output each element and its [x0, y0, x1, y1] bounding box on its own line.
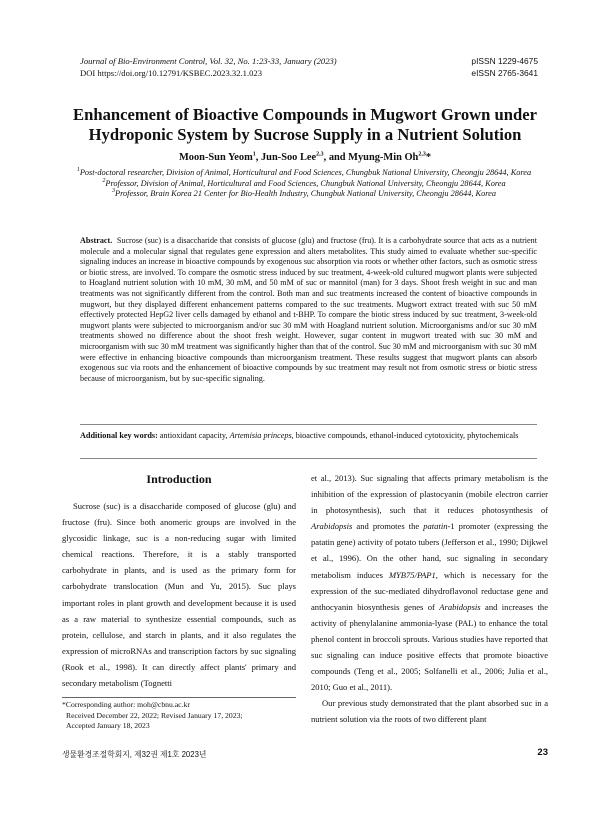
author-sep-2: , and	[323, 152, 349, 163]
page-number: 23	[537, 747, 548, 758]
author-3: Myung-Min Oh	[348, 152, 419, 163]
keywords-label: Additional key words:	[80, 431, 158, 440]
right-column	[311, 470, 548, 728]
author-sep-1: ,	[255, 152, 261, 163]
keywords-part-2: , bioactive compounds, ethanol-induced cytotoxicity, phytochemicals	[291, 431, 519, 440]
affiliation-2-sup: 2	[102, 177, 106, 184]
journal-header	[80, 56, 337, 79]
affiliation-1-text: Post-doctoral researcher, Division of Animal, Horticultural and Food Sciences, Chungbuk National University, Cheongju 28644, Korea	[79, 168, 532, 177]
p2-text-4: , which is necessary for the expression of the suc-mediated dihydroflavonol reductase gene and anthocyanin biosynthesis genes of	[311, 569, 548, 612]
doi-line: DOI https://doi.org/10.12791/KSBEC.2023.32.1.023	[80, 67, 262, 78]
divider-top	[80, 424, 537, 425]
corresponding-star: *	[425, 152, 432, 163]
eissn: eISSN 2765-3641	[471, 67, 538, 78]
author-3-affil: 2,3	[418, 151, 426, 158]
abstract	[80, 236, 537, 384]
keywords-part-1: antioxidant capacity,	[157, 431, 230, 440]
issn-block	[471, 56, 538, 79]
author-2-affil: 2,3	[316, 151, 324, 158]
intro-paragraph-3: Our previous study demonstrated that the plant absorbed suc in a nutrient solution via the roots of two different plant	[311, 698, 548, 725]
footnote-divider	[62, 697, 296, 698]
p2-italic-2: patatin	[423, 521, 448, 532]
affiliation-3-text: Professor, Brain Korea 21 Center for Bio-Health Industry, Chungbuk National University, Cheongju 28644, Korea	[115, 189, 496, 199]
affiliation-2-text: Professor, Division of Animal, Horticultural and Food Sciences, Chungbuk National University, Cheongju 28644, Korea	[105, 178, 506, 188]
accepted-date: Accepted January 18, 2023	[66, 721, 150, 731]
p2-italic-3: MYB75/PAP1	[388, 569, 436, 580]
author-list	[60, 152, 550, 163]
intro-paragraph-2	[311, 470, 548, 695]
affiliation-3	[70, 189, 538, 200]
affiliations	[70, 168, 538, 200]
paper-title: Enhancement of Bioactive Compounds in Mugwort Grown under Hydroponic System by Sucrose Supply in a Nutrient Solution	[73, 105, 537, 144]
keywords	[80, 431, 537, 442]
received-dates: Received December 22, 2022; Revised January 17, 2023;	[66, 710, 243, 720]
author-1-affil: 1	[252, 151, 256, 158]
affiliation-1-sup: 1	[76, 167, 80, 174]
p2-text-3: -1 promoter (expressing the patatin gene) activity of potato tubers (Jefferson et al., 1990; Dijkwel et al., 1996). On the other hand, suc signaling in secondary metabolism induces	[311, 521, 549, 580]
journal-citation: Journal of Bio-Environment Control, Vol. 32, No. 1:23-33, January (2023)	[80, 56, 337, 66]
affiliation-3-sup: 3	[112, 188, 116, 195]
p2-italic-4: Arabidopsis	[439, 601, 481, 612]
introduction-heading: Introduction	[146, 472, 212, 486]
left-column	[62, 470, 296, 691]
corresponding-author: *Corresponding author: moh@cbnu.ac.kr	[62, 700, 190, 709]
keywords-italic: Artemisia princeps	[229, 431, 292, 440]
p2-text-2: and promotes the	[352, 521, 424, 532]
divider-bottom	[80, 458, 537, 459]
p2-italic-1: Arabidopsis	[311, 521, 353, 532]
abstract-text: Sucrose (suc) is a disaccharide that consists of glucose (glu) and fructose (fru). It is a carbohydrate source that acts as a nutrient molecule and a molecular signal that regulates gene expression and alters metabolites. This study aimed to evaluate whether suc-specific signaling induces an increase in bioactive compounds by exogenous suc absorption via roots or whether other factors, such as osmotic stress or biotic stress, are involved. To compare the osmotic stress induced by suc treatment, 4-week-old cultured mugwort plants were subjected to Hoagland nutrient solution with 10 mM, 30 mM, and 50 mM of suc or mannitol (man) for 3 days. Shoot fresh weight in suc and man treatments was not significantly different from the control. Both man and suc treatments increased the content of bioactive compounds in mugwort, but they displayed different enhancement patterns compared to the suc treatments. Mugwort extract treated with suc 50 mM effectively protected HepG2 liver cells damaged by ethanol and t-BHP. To compare the biotic stress induced by suc treatment, 3-week-old mugwort plants were subjected to microorganism and/or suc 30 mM with Hoagland nutrient solution. Microorganisms and/or suc 30 mM treatments showed no difference about the shoot fresh weight. However, sugar content in mugwort treated with suc 30 mM and microorganism with suc 30 mM treatment was significantly higher than that of the control. Suc 30 mM and microorganism with suc 30 mM were effective in enhancing bioactive compounds than microorganism treatment. These results suggest that mugwort plants can absorb exogenous suc via roots and the enhancement of bioactive compounds by suc treatment may result not from osmotic stress or biotic stress because of microorganism, but by suc-specific signaling.	[80, 236, 537, 383]
author-2: Jun-Soo Lee	[260, 152, 317, 163]
footnote	[62, 700, 296, 732]
journal-footer-korean: 생물환경조절학회지, 제32권 제1호 2023년	[62, 750, 207, 759]
pissn: pISSN 1229-4675	[471, 56, 538, 66]
abstract-label: Abstract.	[80, 236, 113, 245]
affiliation-1	[70, 168, 538, 179]
affiliation-2	[70, 179, 538, 190]
p2-text-1: et al., 2013). Suc signaling that affects primary metabolism is the inhibition of the expression of plastocyanin (mobile electron carrier in photosynthesis), such that it reduces photosynthesis of	[311, 473, 548, 516]
author-1: Moon-Sun Yeom	[178, 152, 253, 163]
intro-paragraph-1: Sucrose (suc) is a disaccharide composed of glucose (glu) and fructose (fru). Since both anomeric groups are involved in the glycosidic linkage, suc is a non-reducing sugar with limited chemical reactions. Therefore, it is a stably transported carbohydrate in plants, and is used as the primary form for carbohydrate translocation (Mun and Yu, 2015). Suc plays important roles in plant growth and development because it is used as a raw material to synthesize essential compounds, such as protein, cellulose, and starch in plants, and it also regulates the expression of microRNAs and transcription factors by suc signaling (Rook et al., 1998). It can directly affect plants' primary and secondary metabolism (Tognetti	[62, 501, 296, 689]
p2-text-5: and increases the activity of phenylalanine ammonia-lyase (PAL) to enhance the total phenol content in broccoli sprouts. Various studies have reported that suc signaling can induce positive effects that promote bioactive compounds (Teng et al., 2005; Solfanelli et al., 2006; Julia et al., 2010; Guo et al., 2011).	[311, 601, 548, 693]
